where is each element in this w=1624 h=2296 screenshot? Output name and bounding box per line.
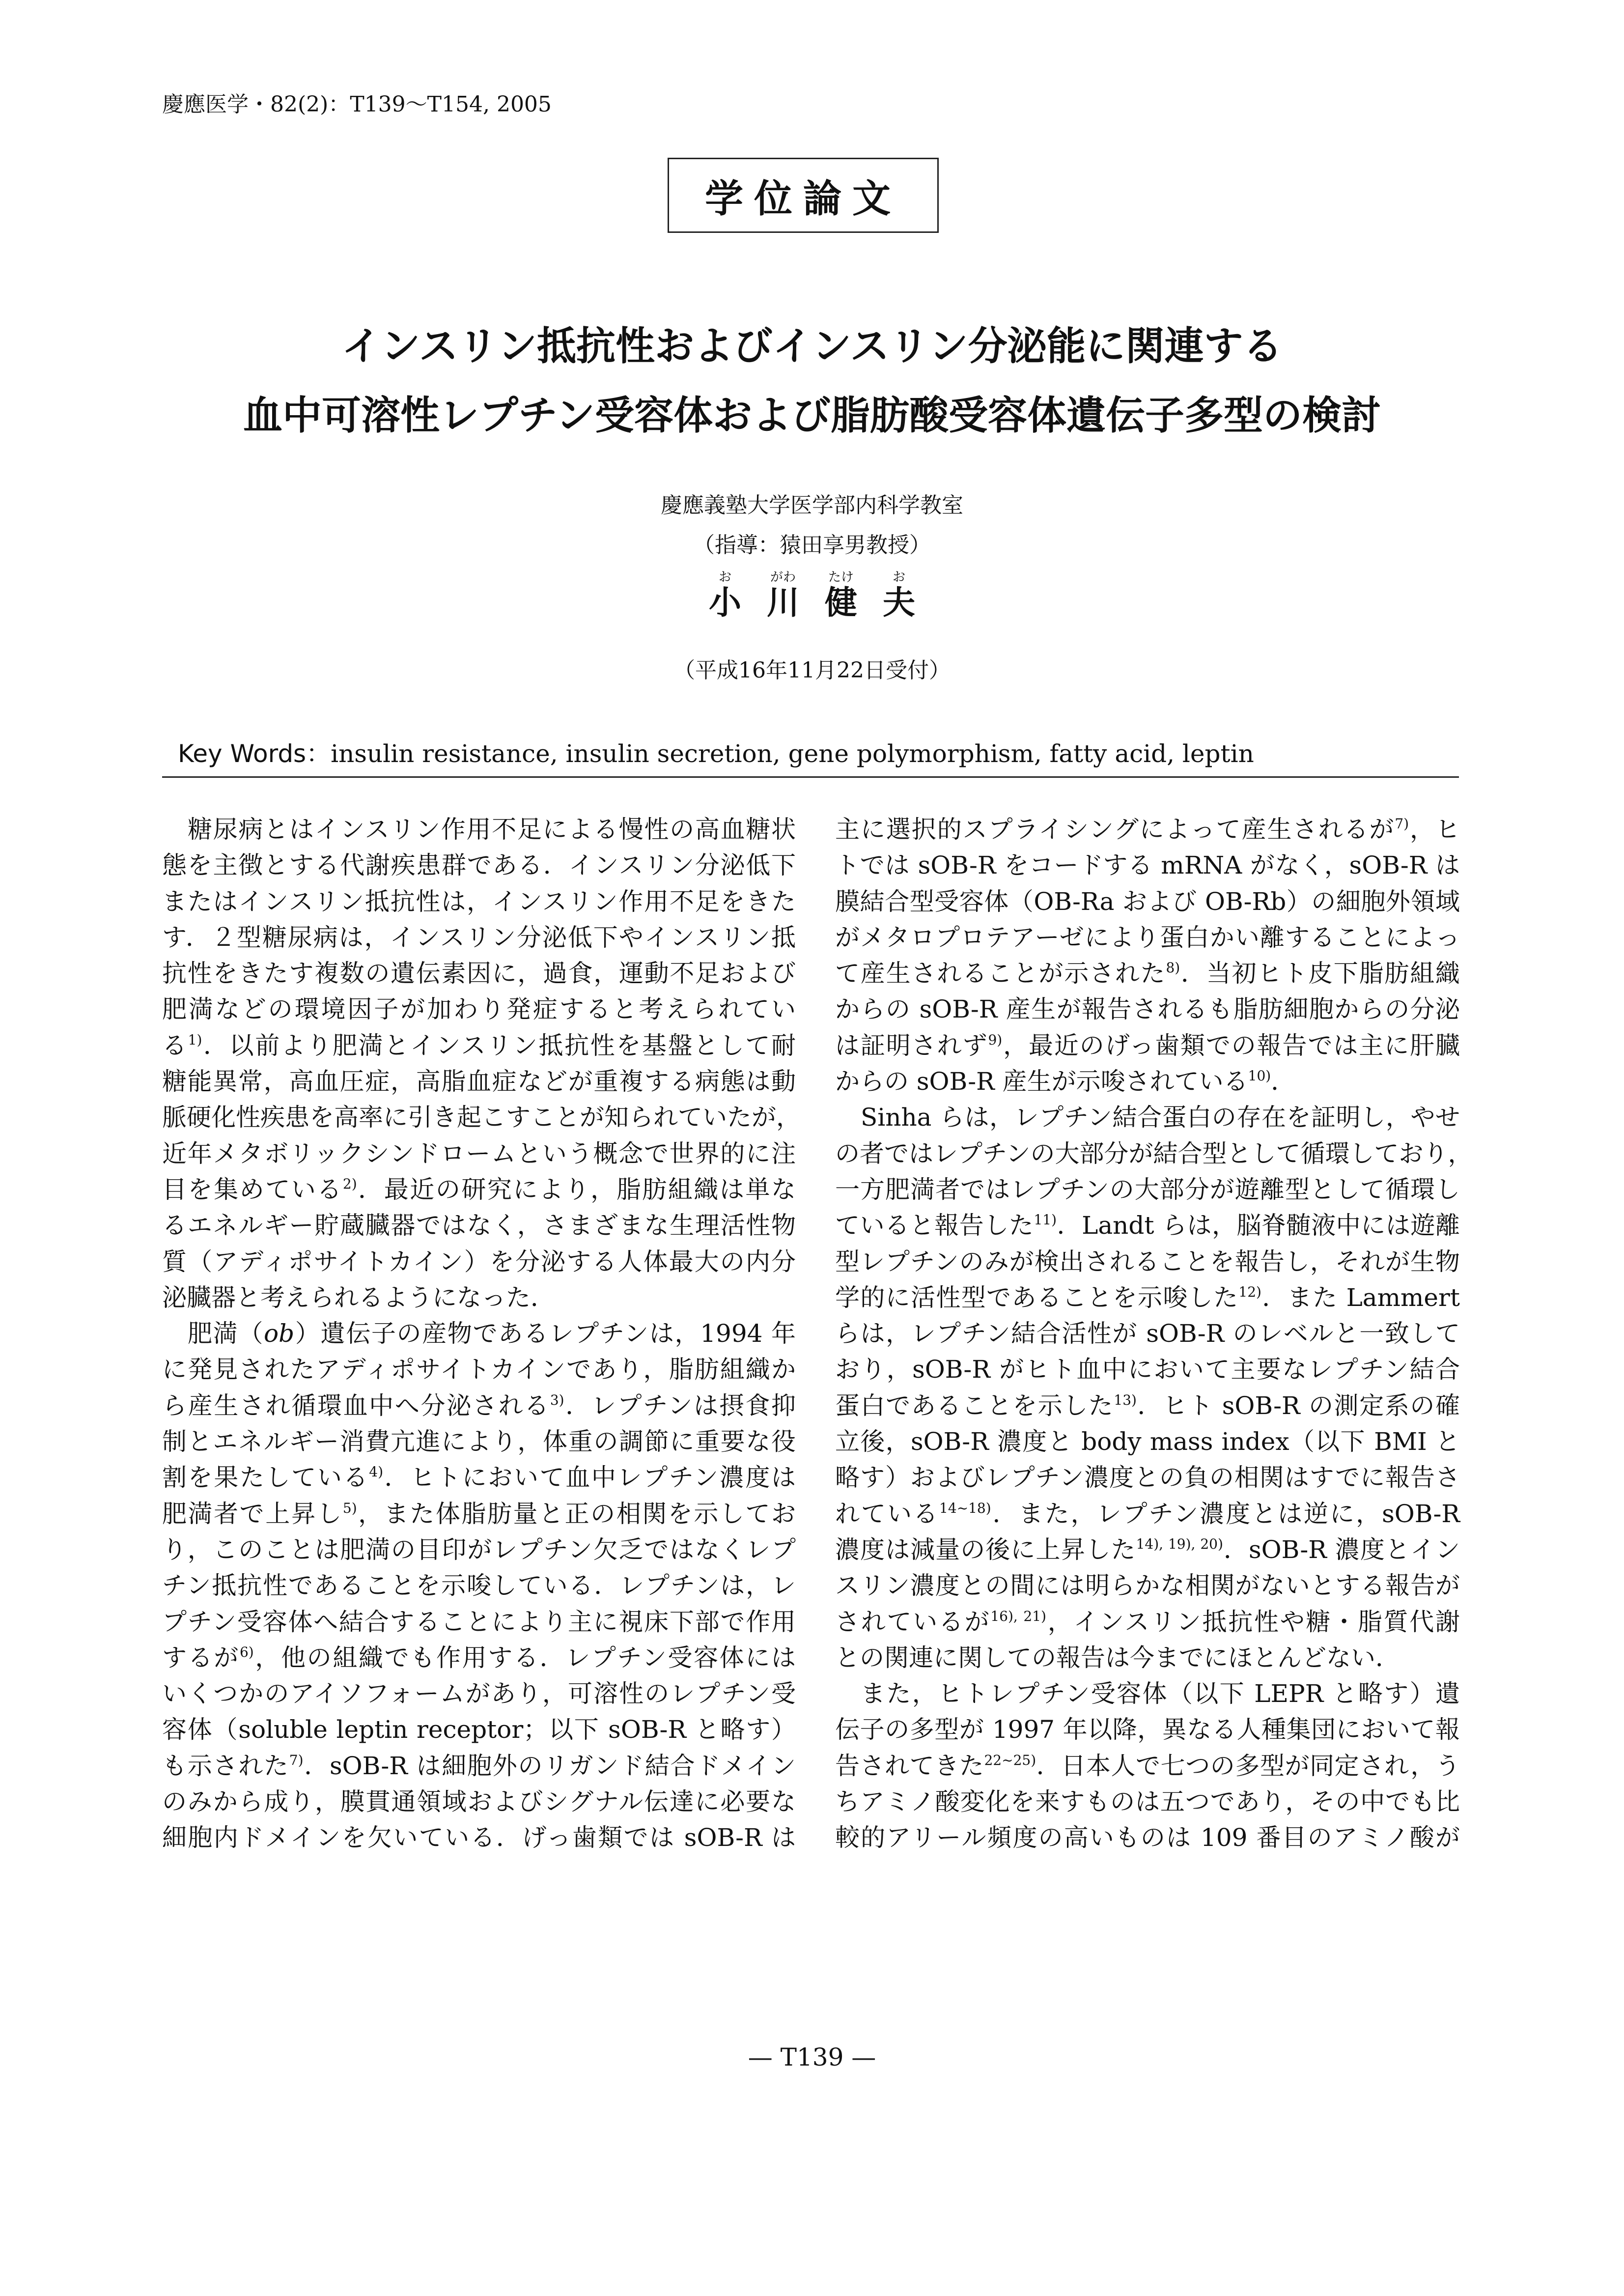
text-segment: からの sOB-R 産生が示唆されている	[835, 1067, 1248, 1096]
text-segment: おり，sOB-R がヒト血中において主要なレプチン結合	[835, 1355, 1460, 1384]
text-line	[162, 1676, 796, 1712]
keywords-label: Key Words：	[178, 739, 331, 768]
furigana: お	[718, 570, 731, 585]
text-segment: ．また Lammert	[1261, 1283, 1460, 1312]
text-segment: 学的に活性型であることを示唆した	[835, 1283, 1239, 1312]
title-line-2: 血中可溶性レプチン受容体および脂肪酸受容体遺伝子多型の検討	[243, 393, 1381, 438]
text-line	[835, 1604, 1460, 1640]
text-line	[835, 812, 1460, 848]
text-segment: 近年メタボリックシンドロームという概念で世界的に注	[162, 1139, 796, 1168]
text-segment: らは，レプチン結合活性が sOB-R のレベルと一致して	[835, 1319, 1460, 1348]
text-segment: 主に選択的スプライシングによって産生されるが	[835, 815, 1395, 844]
text-line	[162, 956, 796, 992]
author-kanji: 健	[825, 584, 857, 622]
journal-citation: 慶應医学・82(2)：T139〜T154, 2005	[162, 92, 552, 117]
text-line	[162, 848, 796, 883]
text-line	[835, 1820, 1460, 1856]
citation-ref: 8)	[1166, 960, 1180, 976]
citation-ref: 11)	[1034, 1212, 1057, 1228]
text-segment: 容体（soluble leptin receptor；以下 sOB-R と略す）	[162, 1715, 796, 1744]
author-name	[0, 569, 1624, 620]
citation-ref: 1)	[188, 1031, 202, 1048]
text-segment: ，最近のげっ歯類での報告では主に肝臓	[1002, 1031, 1460, 1060]
citation-ref: 13)	[1114, 1391, 1137, 1408]
text-line	[162, 812, 796, 848]
text-segment: 割を果たしている	[162, 1463, 369, 1492]
text-line	[835, 1748, 1460, 1784]
affiliation: 慶應義塾大学医学部内科学教室	[661, 493, 963, 518]
keywords-text: insulin resistance, insulin secretion, gene polymorphism, fatty acid, leptin	[331, 739, 1254, 768]
text-segment: またはインスリン抵抗性は，インスリン作用不足をきた	[162, 887, 796, 916]
citation-ref: 16), 21)	[990, 1608, 1046, 1624]
text-line	[162, 920, 796, 956]
furigana: がわ	[770, 570, 796, 585]
text-segment: ．日本人で七つの多型が同定され，う	[1036, 1751, 1460, 1780]
text-line	[162, 1352, 796, 1388]
author-char	[708, 569, 742, 620]
text-line	[162, 1244, 796, 1280]
text-segment: ら産生され循環血中へ分泌される	[162, 1391, 550, 1420]
text-line	[162, 1136, 796, 1172]
text-segment: 態を主徴とする代謝疾患群である．インスリン分泌低下	[162, 851, 796, 880]
text-line	[835, 1460, 1460, 1496]
text-line	[835, 1676, 1460, 1712]
text-line	[162, 1712, 796, 1748]
text-segment: ．最近の研究により，脂肪組織は単な	[357, 1175, 796, 1204]
citation-ref: 7)	[289, 1752, 304, 1768]
text-line	[162, 1316, 796, 1352]
text-segment: ，他の組織でも作用する．レプチン受容体には	[253, 1643, 796, 1672]
citation-ref: 3)	[550, 1391, 564, 1408]
text-segment: て産生されることが示された	[835, 959, 1166, 988]
text-segment: トでは sOB-R をコードする mRNA がなく，sOB-R は	[835, 851, 1460, 880]
text-line	[162, 1424, 796, 1460]
keywords	[178, 734, 1254, 769]
author-kanji: 川	[767, 584, 799, 622]
text-segment: は証明されず	[835, 1031, 988, 1060]
text-segment: いくつかのアイソフォームがあり，可溶性のレプチン受	[162, 1679, 796, 1708]
text-segment: れている	[835, 1499, 939, 1528]
text-segment: ．	[1271, 1067, 1296, 1096]
text-segment: されているが	[835, 1607, 991, 1636]
text-segment: ていると報告した	[835, 1211, 1034, 1240]
text-segment: との関連に関しての報告は今までにほとんどない．	[835, 1643, 1400, 1672]
text-line	[835, 1712, 1460, 1748]
citation-ref: 10)	[1248, 1068, 1271, 1084]
text-segment: Sinha らは，レプチン結合蛋白の存在を証明し，やせ	[861, 1103, 1460, 1132]
text-segment: す．２型糖尿病は，インスリン分泌低下やインスリン抵	[162, 923, 796, 952]
text-line	[835, 1568, 1460, 1604]
text-segment: 質（アディポサイトカイン）を分泌する人体最大の内分	[162, 1247, 796, 1276]
text-line	[162, 1172, 796, 1208]
author-char	[882, 569, 916, 620]
body-column-left	[162, 812, 801, 1856]
text-segment: ちアミノ酸変化を来すものは五つであり，その中でも比	[835, 1787, 1460, 1816]
text-segment: スリン濃度との間には明らかな相関がないとする報告が	[835, 1571, 1460, 1600]
text-segment: 肥満（	[188, 1319, 264, 1348]
text-line	[162, 1568, 796, 1604]
furigana: お	[892, 570, 905, 585]
text-line	[835, 920, 1460, 956]
article-type-badge: 学位論文	[668, 158, 939, 233]
text-segment: また，ヒトレプチン受容体（以下 LEPR と略す）遺	[861, 1679, 1460, 1708]
text-segment: がメタロプロテアーゼにより蛋白かい離することによっ	[835, 923, 1460, 952]
text-line	[835, 1208, 1460, 1244]
text-segment: る	[162, 1031, 188, 1060]
text-segment: ）遺伝子の産物であるレプチンは，1994 年	[294, 1319, 796, 1348]
text-segment: 肥満者で上昇し	[162, 1499, 343, 1528]
text-line	[162, 1208, 796, 1244]
author-char	[766, 569, 800, 620]
citation-ref: 14), 19), 20)	[1136, 1535, 1223, 1552]
text-line	[835, 1316, 1460, 1352]
text-line	[835, 1280, 1460, 1316]
text-segment: 略す）およびレプチン濃度との負の相関はすでに報告さ	[835, 1463, 1460, 1492]
text-segment: の者ではレプチンの大部分が結合型として循環しており，	[835, 1139, 1473, 1168]
text-segment: ．ヒト sOB-R の測定系の確	[1136, 1391, 1460, 1420]
text-line	[835, 1244, 1460, 1280]
text-line	[162, 1280, 796, 1316]
text-line	[835, 1388, 1460, 1424]
author-kanji: 小	[709, 584, 741, 622]
text-segment: するが	[162, 1643, 240, 1672]
text-line	[162, 1496, 796, 1532]
text-line	[162, 884, 796, 920]
furigana: たけ	[828, 570, 854, 585]
text-segment: プチン受容体へ結合することにより主に視床下部で作用	[162, 1607, 796, 1636]
text-segment: 膜結合型受容体（OB-Ra および OB-Rb）の細胞外領域	[835, 887, 1460, 916]
citation-ref: 2)	[342, 1175, 357, 1192]
text-segment: 肥満などの環境因子が加わり発症すると考えられてい	[162, 995, 796, 1024]
text-line	[835, 992, 1460, 1027]
text-segment: からの sOB-R 産生が報告されるも脂肪細胞からの分泌	[835, 995, 1460, 1024]
text-segment: のみから成り，膜貫通領域およびシグナル伝達に必要な	[162, 1787, 796, 1816]
text-segment: 一方肥満者ではレプチンの大部分が遊離型として循環し	[835, 1175, 1460, 1204]
text-segment: ．sOB-R 濃度とイン	[1223, 1535, 1460, 1564]
text-segment: 制とエネルギー消費亢進により，体重の調節に重要な役	[162, 1427, 796, 1456]
text-segment: 伝子の多型が 1997 年以降，異なる人種集団において報	[835, 1715, 1460, 1744]
text-segment: ob	[264, 1319, 295, 1348]
text-segment: 泌臓器と考えられるようになった．	[162, 1283, 555, 1312]
text-line	[162, 1604, 796, 1640]
author-kanji: 夫	[883, 584, 915, 622]
text-line	[162, 1460, 796, 1496]
text-segment: に発見されたアディポサイトカインであり，脂肪組織か	[162, 1355, 796, 1384]
citation-ref: 6)	[239, 1644, 254, 1660]
advisor: （指導：猿田享男教授）	[693, 533, 931, 558]
citation-ref: 5)	[342, 1500, 357, 1516]
text-segment: 蛋白であることを示した	[835, 1391, 1114, 1420]
text-segment: 濃度は減量の後に上昇した	[835, 1535, 1136, 1564]
text-segment: ．また，レプチン濃度とは逆に，sOB-R	[991, 1499, 1460, 1528]
text-line	[835, 1352, 1460, 1388]
text-segment: 型レプチンのみが検出されることを報告し，それが生物	[835, 1247, 1460, 1276]
text-line	[835, 1496, 1460, 1532]
text-line	[162, 1640, 796, 1676]
citation-ref: 22~25)	[984, 1752, 1036, 1768]
text-segment: ，インスリン抵抗性や糖・脂質代謝	[1046, 1607, 1460, 1636]
text-segment: 立後，sOB-R 濃度と body mass index（以下 BMI と	[835, 1427, 1460, 1456]
text-segment: チン抵抗性であることを示唆している．レプチンは，レ	[162, 1571, 796, 1600]
text-segment: るエネルギー貯蔵臓器ではなく，さまざまな生理活性物	[162, 1211, 796, 1240]
text-segment: ．以前より肥満とインスリン抵抗性を基盤として耐	[202, 1031, 796, 1060]
text-line	[835, 1028, 1460, 1064]
text-line	[835, 884, 1460, 920]
text-line	[162, 1388, 796, 1424]
citation-ref: 9)	[988, 1031, 1003, 1048]
text-line	[162, 1748, 796, 1784]
text-segment: 糖尿病とはインスリン作用不足による慢性の高血糖状	[188, 815, 796, 844]
text-line	[162, 1784, 796, 1820]
citation-ref: 4)	[369, 1464, 383, 1480]
text-segment: ．sOB-R は細胞外のリガンド結合ドメイン	[303, 1751, 796, 1780]
text-segment: 抗性をきたす複数の遺伝素因に，過食，運動不足および	[162, 959, 796, 988]
text-line	[835, 1640, 1460, 1676]
text-segment: ．ヒトにおいて血中レプチン濃度は	[383, 1463, 796, 1492]
text-line	[162, 1820, 796, 1856]
text-line	[835, 1424, 1460, 1460]
text-line	[835, 1784, 1460, 1820]
text-segment: 糖能異常，高血圧症，高脂血症などが重複する病態は動	[162, 1067, 796, 1096]
text-segment: ，ヒ	[1409, 815, 1460, 844]
text-segment: も示された	[162, 1751, 289, 1780]
text-segment: 較的アリール頻度の高いものは 109 番目のアミノ酸が	[835, 1823, 1460, 1852]
author-char	[824, 569, 858, 620]
text-line	[162, 1064, 796, 1100]
text-segment: 告されてきた	[835, 1751, 984, 1780]
text-line	[835, 848, 1460, 883]
citation-ref: 7)	[1395, 816, 1409, 832]
text-line	[835, 956, 1460, 992]
citation-ref: 12)	[1238, 1283, 1261, 1300]
text-segment: ．Landt らは，脳脊髄液中には遊離	[1057, 1211, 1460, 1240]
text-line	[835, 1532, 1460, 1568]
text-line	[835, 1172, 1460, 1208]
received-date: （平成16年11月22日受付）	[673, 658, 951, 683]
text-line	[162, 992, 796, 1027]
text-line	[162, 1100, 801, 1135]
text-segment: ．レプチンは摂食抑	[564, 1391, 796, 1420]
text-line	[162, 1028, 796, 1064]
text-segment: ，また体脂肪量と正の相関を示してお	[357, 1499, 796, 1528]
text-segment: 目を集めている	[162, 1175, 343, 1204]
text-line	[162, 1532, 796, 1568]
body-column-right	[835, 812, 1473, 1856]
page-number: — T139 —	[748, 2043, 876, 2071]
text-segment: り，このことは肥満の目印がレプチン欠乏ではなくレプ	[162, 1535, 796, 1564]
text-line	[835, 1136, 1473, 1172]
divider-rule	[162, 776, 1459, 778]
citation-ref: 14~18)	[939, 1500, 991, 1516]
text-segment: ．当初ヒト皮下脂肪組織	[1180, 959, 1460, 988]
text-line	[835, 1064, 1460, 1100]
text-segment: 脈硬化性疾患を高率に引き起こすことが知られていたが，	[162, 1103, 801, 1132]
text-segment: 細胞内ドメインを欠いている．げっ歯類では sOB-R は	[162, 1823, 796, 1852]
text-line	[835, 1100, 1460, 1135]
title-line-1: インスリン抵抗性およびインスリン分泌能に関連する	[341, 323, 1283, 369]
